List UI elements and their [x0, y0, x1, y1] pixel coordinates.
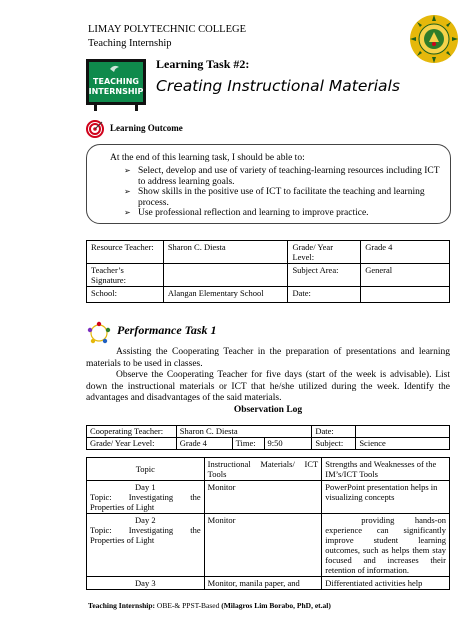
college-name: LIMAY POLYTECHNIC COLLEGE	[88, 24, 246, 35]
outcome-item-text: Select, develop and use of variety of teaching-learning resources including ICT to address learning goals.	[138, 166, 440, 187]
table-row	[87, 241, 450, 264]
outcome-item-text: Use professional reflection and learning to improve practice.	[138, 208, 369, 218]
department-name: Teaching Internship	[88, 38, 172, 49]
topic-cell	[87, 481, 205, 514]
school-value: Alangan Elementary School	[163, 287, 288, 303]
learning-outcome-label: Learning Outcome	[110, 123, 183, 133]
table-row	[87, 264, 450, 287]
resource-teacher-label: Resource Teacher:	[87, 241, 164, 264]
column-header: Strengths and Weaknesses of the IM’s/ICT Tools	[322, 458, 450, 481]
day-label: Day 3	[135, 578, 156, 588]
observation-header-table	[86, 425, 450, 450]
cooperating-teacher-label: Cooperating Teacher:	[87, 426, 177, 438]
badge-line1: TEACHING	[93, 77, 139, 86]
table-row	[87, 514, 450, 577]
topic-text: Topic: Investigating the Properties of Light	[90, 492, 201, 512]
outcome-intro: At the end of this learning task, I should be able to:	[110, 153, 305, 163]
outcome-item	[124, 166, 442, 187]
signature-label: Teacher’s Signature:	[87, 264, 164, 287]
subject-value: Science	[356, 438, 450, 450]
table-header-row	[87, 458, 450, 481]
date-value	[361, 287, 450, 303]
arrow-bullet-icon: ➢	[124, 166, 131, 175]
arrow-bullet-icon: ➢	[124, 187, 131, 196]
notes-cell: Differentiated activities help	[322, 577, 450, 590]
topic-cell	[87, 514, 205, 577]
observation-log-table	[86, 457, 450, 590]
column-header: Instructional Materials/ ICT Tools	[204, 458, 322, 481]
topic-text: Topic: Investigating the Properties of Light	[90, 525, 201, 545]
performance-task-title: Performance Task 1	[117, 323, 217, 337]
resource-teacher-value: Sharon C. Diesta	[163, 241, 288, 264]
grade-level-label: Grade/ Year Level:	[87, 438, 177, 450]
notes-cell: PowerPoint presentation helps in visualizing concepts	[322, 481, 450, 514]
table-row	[87, 426, 450, 438]
outcome-item-text: Show skills in the positive use of ICT to facilitate the teaching and learning process.	[138, 187, 425, 208]
grade-level-value: Grade 4	[176, 438, 232, 450]
observation-date-value	[356, 426, 450, 438]
table-row	[87, 577, 450, 590]
time-label: Time:	[232, 438, 264, 450]
performance-paragraph: Observe the Cooperating Teacher for five days (start of the week is advisable). List down the instructional materials or ICT that he/she utilized during the week. Identify the advantages and disadvantages of the said materials.	[86, 370, 450, 403]
column-header: Topic	[87, 458, 205, 481]
tool-cell: Monitor	[204, 481, 322, 514]
date-label: Date:	[288, 287, 361, 303]
table-row	[87, 287, 450, 303]
page-footer	[88, 601, 331, 610]
college-seal-logo	[409, 14, 459, 64]
day-label: Day 2	[135, 515, 156, 525]
topic-cell	[87, 577, 205, 590]
school-label: School:	[87, 287, 164, 303]
subject-area-label: Subject Area:	[288, 264, 361, 287]
performance-paragraph: Assisting the Cooperating Teacher in the preparation of presentations and learning materials to be used in classes.	[86, 347, 450, 369]
tool-cell: Monitor	[204, 514, 322, 577]
badge-line2: INTERNSHIP	[88, 87, 144, 96]
time-value: 9:50	[264, 438, 312, 450]
notes-cell: providing hands-on experience can significantly improve student learning outcomes, such as helps them stay focused and increases their retention of information.	[322, 514, 450, 577]
footer-tail: (Milagros Lim Borabo, PhD, et.al)	[221, 601, 331, 610]
table-row	[87, 481, 450, 514]
teacher-info-table	[86, 240, 450, 303]
subject-area-value: General	[361, 264, 450, 287]
arrow-bullet-icon: ➢	[124, 208, 131, 217]
footer-text: OBE-& PPST-Based	[155, 601, 222, 610]
subject-label: Subject:	[312, 438, 356, 450]
observation-log-title: Observation Log	[233, 405, 303, 415]
task-label: Learning Task #2:	[156, 57, 250, 71]
day-label: Day 1	[135, 482, 156, 492]
outcome-item	[124, 208, 442, 219]
teaching-internship-badge	[86, 59, 146, 111]
cooperating-teacher-value: Sharon C. Diesta	[176, 426, 312, 438]
footer-lead: Teaching Internship:	[88, 601, 156, 610]
outcome-item	[124, 187, 442, 208]
group-people-icon	[86, 321, 112, 345]
grade-year-value: Grade 4	[361, 241, 450, 264]
grade-year-label: Grade/ Year Level:	[288, 241, 361, 264]
observation-date-label: Date:	[312, 426, 356, 438]
table-row	[87, 438, 450, 450]
target-icon	[86, 120, 104, 138]
task-title: Creating Instructional Materials	[156, 77, 400, 95]
signature-value	[163, 264, 288, 287]
tool-cell: Monitor, manila paper, and	[204, 577, 322, 590]
